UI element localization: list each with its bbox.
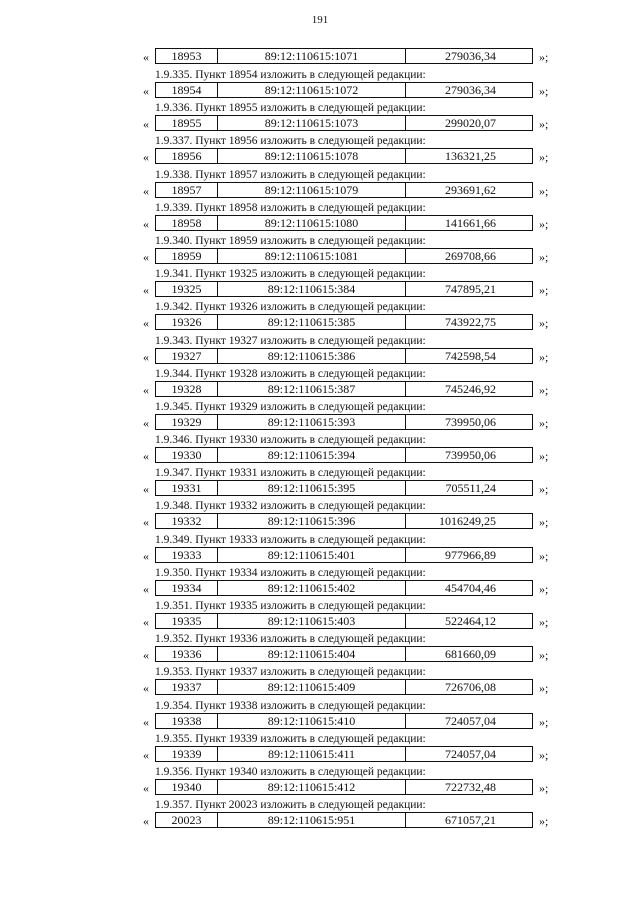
table-row <box>0 812 640 831</box>
cadastral-number-cell: 89:12:110615:384 <box>218 282 406 296</box>
cadastral-number-cell: 89:12:110615:402 <box>218 581 406 595</box>
cadastral-number-cell: 89:12:110615:386 <box>218 349 406 363</box>
closing-quote: »; <box>539 150 549 165</box>
table-row <box>0 115 640 134</box>
data-table <box>155 547 533 563</box>
data-table <box>155 646 533 662</box>
closing-quote: »; <box>539 449 549 464</box>
table-row <box>0 513 640 532</box>
data-table <box>155 115 533 131</box>
closing-quote: »; <box>539 382 549 397</box>
cadastral-number-cell: 89:12:110615:1072 <box>218 83 406 97</box>
cadastral-number-cell: 89:12:110615:404 <box>218 647 406 661</box>
item-number-cell: 19339 <box>156 747 218 761</box>
value-cell: 293691,62 <box>445 182 496 197</box>
data-table <box>155 248 533 264</box>
amendment-heading: 1.9.340. Пункт 18959 изложить в следующей редакции: <box>155 234 426 247</box>
data-table <box>155 746 533 762</box>
data-table <box>155 480 533 496</box>
value-cell: 739950,06 <box>445 414 496 429</box>
cadastral-number-cell: 89:12:110615:410 <box>218 714 406 728</box>
value-cell: 724057,04 <box>445 746 496 761</box>
item-number-cell: 18955 <box>156 116 218 130</box>
table-row <box>0 348 640 367</box>
item-number-cell: 19340 <box>156 780 218 794</box>
amendment-heading: 1.9.344. Пункт 19328 изложить в следующей редакции: <box>155 367 426 380</box>
value-cell: 742598,54 <box>445 348 496 363</box>
data-table <box>155 48 533 64</box>
amendment-entry <box>0 300 640 333</box>
closing-quote: »; <box>539 780 549 795</box>
data-table <box>155 580 533 596</box>
opening-quote: « <box>143 117 149 132</box>
opening-quote: « <box>143 581 149 596</box>
cadastral-number-cell: 89:12:110615:1071 <box>218 49 406 63</box>
item-number-cell: 18953 <box>156 49 218 63</box>
item-number-cell: 18959 <box>156 249 218 263</box>
cadastral-number-cell: 89:12:110615:385 <box>218 315 406 329</box>
table-row <box>0 679 640 698</box>
opening-quote: « <box>143 283 149 298</box>
closing-quote: »; <box>539 249 549 264</box>
value-cell: 705511,24 <box>445 481 496 496</box>
table-row <box>0 281 640 300</box>
cadastral-number-cell: 89:12:110615:412 <box>218 780 406 794</box>
closing-quote: »; <box>539 581 549 596</box>
item-number-cell: 18958 <box>156 216 218 230</box>
data-table <box>155 281 533 297</box>
value-cell: 722732,48 <box>445 779 496 794</box>
opening-quote: « <box>143 349 149 364</box>
opening-quote: « <box>143 814 149 829</box>
value-cell: 299020,07 <box>445 116 496 131</box>
value-cell: 1016249,25 <box>439 514 496 529</box>
value-cell: 279036,34 <box>445 83 496 97</box>
amendment-list <box>0 68 640 831</box>
opening-quote: « <box>143 50 149 64</box>
value-cell: 726706,08 <box>445 680 496 695</box>
data-table <box>155 381 533 397</box>
item-number-cell: 19332 <box>156 514 218 528</box>
table-row <box>0 215 640 234</box>
amendment-heading: 1.9.348. Пункт 19332 изложить в следующей редакции: <box>155 500 426 513</box>
cadastral-number-cell: 89:12:110615:387 <box>218 382 406 396</box>
amendment-entry <box>0 765 640 798</box>
amendment-entry <box>0 101 640 134</box>
cadastral-number-cell: 89:12:110615:1080 <box>218 216 406 230</box>
closing-quote: »; <box>539 615 549 629</box>
cadastral-number-cell: 89:12:110615:396 <box>218 514 406 528</box>
table-row <box>0 646 640 665</box>
data-table <box>155 414 533 430</box>
value-cell: 747895,21 <box>445 282 496 297</box>
opening-quote: « <box>143 216 149 231</box>
amendment-heading: 1.9.354. Пункт 19338 изложить в следующей редакции: <box>155 699 426 712</box>
closing-quote: »; <box>539 648 549 663</box>
cadastral-number-cell: 89:12:110615:393 <box>218 415 406 429</box>
data-table <box>155 513 533 529</box>
item-number-cell: 20023 <box>156 813 218 827</box>
amendment-entry <box>0 201 640 234</box>
value-cell: 724057,04 <box>445 713 496 728</box>
data-table <box>155 713 533 729</box>
opening-quote: « <box>143 648 149 663</box>
item-number-cell: 19337 <box>156 680 218 694</box>
item-number-cell: 19326 <box>156 315 218 329</box>
document-body <box>0 48 640 831</box>
amendment-heading: 1.9.339. Пункт 18958 изложить в следующей редакции: <box>155 201 426 214</box>
value-cell: 279036,34 <box>445 49 496 63</box>
value-cell: 522464,12 <box>445 614 496 628</box>
opening-quote: « <box>143 316 149 331</box>
amendment-entry <box>0 367 640 400</box>
closing-quote: »; <box>539 482 549 497</box>
opening-quote: « <box>143 84 149 98</box>
closing-quote: »; <box>539 349 549 364</box>
amendment-entry <box>0 599 640 632</box>
data-table <box>155 148 533 164</box>
table-row <box>0 381 640 400</box>
closing-quote: »; <box>539 515 549 530</box>
amendment-heading: 1.9.346. Пункт 19330 изложить в следующей редакции: <box>155 434 426 447</box>
amendment-heading: 1.9.349. Пункт 19333 изложить в следующей редакции: <box>155 533 426 546</box>
value-cell: 681660,09 <box>445 647 496 662</box>
table-row <box>0 746 640 765</box>
cadastral-number-cell: 89:12:110615:401 <box>218 548 406 562</box>
amendment-entry <box>0 234 640 267</box>
amendment-entry <box>0 68 640 101</box>
amendment-heading: 1.9.338. Пункт 18957 изложить в следующей редакции: <box>155 168 426 181</box>
closing-quote: »; <box>539 316 549 331</box>
amendment-heading: 1.9.342. Пункт 19326 изложить в следующей редакции: <box>155 301 426 314</box>
data-table <box>155 182 533 198</box>
item-number-cell: 18954 <box>156 83 218 97</box>
first-table-row <box>0 48 640 68</box>
data-table <box>155 314 533 330</box>
table-row <box>0 48 640 67</box>
page-number: 191 <box>311 14 329 26</box>
amendment-heading: 1.9.343. Пункт 19327 изложить в следующей редакции: <box>155 334 426 347</box>
table-row <box>0 713 640 732</box>
amendment-heading: 1.9.352. Пункт 19336 изложить в следующей редакции: <box>155 633 426 646</box>
closing-quote: »; <box>539 415 549 430</box>
closing-quote: »; <box>539 183 549 198</box>
cadastral-number-cell: 89:12:110615:403 <box>218 614 406 628</box>
amendment-entry <box>0 400 640 433</box>
cadastral-number-cell: 89:12:110615:395 <box>218 481 406 495</box>
opening-quote: « <box>143 548 149 563</box>
amendment-heading: 1.9.357. Пункт 20023 изложить в следующей редакции: <box>155 799 426 812</box>
amendment-heading: 1.9.351. Пункт 19335 изложить в следующей редакции: <box>155 600 426 612</box>
data-table <box>155 348 533 364</box>
value-cell: 745246,92 <box>445 381 496 396</box>
amendment-heading: 1.9.335. Пункт 18954 изложить в следующей редакции: <box>155 69 426 81</box>
opening-quote: « <box>143 249 149 264</box>
item-number-cell: 19328 <box>156 382 218 396</box>
amendment-entry <box>0 433 640 466</box>
data-table <box>155 613 533 629</box>
amendment-entry <box>0 533 640 566</box>
data-table <box>155 812 533 828</box>
opening-quote: « <box>143 415 149 430</box>
item-number-cell: 19336 <box>156 647 218 661</box>
amendment-heading: 1.9.347. Пункт 19331 изложить в следующей редакции: <box>155 467 426 480</box>
item-number-cell: 19327 <box>156 349 218 363</box>
opening-quote: « <box>143 747 149 762</box>
value-cell: 454704,46 <box>445 580 496 595</box>
amendment-entry <box>0 566 640 599</box>
table-row <box>0 82 640 101</box>
item-number-cell: 19331 <box>156 481 218 495</box>
closing-quote: »; <box>539 283 549 298</box>
opening-quote: « <box>143 780 149 795</box>
value-cell: 136321,25 <box>445 149 496 164</box>
item-number-cell: 19330 <box>156 448 218 462</box>
value-cell: 739950,06 <box>445 448 496 463</box>
amendment-heading: 1.9.337. Пункт 18956 изложить в следующей редакции: <box>155 135 426 148</box>
table-row <box>0 447 640 466</box>
table-row <box>0 414 640 433</box>
amendment-heading: 1.9.345. Пункт 19329 изложить в следующей редакции: <box>155 400 426 413</box>
opening-quote: « <box>143 515 149 530</box>
value-cell: 977966,89 <box>445 547 496 562</box>
table-row <box>0 779 640 798</box>
amendment-entry <box>0 466 640 499</box>
closing-quote: »; <box>539 216 549 231</box>
table-row <box>0 248 640 267</box>
table-row <box>0 580 640 599</box>
amendment-heading: 1.9.356. Пункт 19340 изложить в следующей редакции: <box>155 765 426 778</box>
item-number-cell: 18957 <box>156 183 218 197</box>
amendment-entry <box>0 665 640 698</box>
amendment-heading: 1.9.341. Пункт 19325 изложить в следующей редакции: <box>155 268 426 281</box>
opening-quote: « <box>143 482 149 497</box>
cadastral-number-cell: 89:12:110615:1078 <box>218 149 406 163</box>
value-cell: 743922,75 <box>445 315 496 330</box>
opening-quote: « <box>143 150 149 165</box>
value-cell: 141661,66 <box>445 215 496 230</box>
closing-quote: »; <box>539 814 549 829</box>
item-number-cell: 19338 <box>156 714 218 728</box>
data-table <box>155 215 533 231</box>
amendment-heading: 1.9.353. Пункт 19337 изложить в следующей редакции: <box>155 666 426 679</box>
closing-quote: »; <box>539 84 549 98</box>
table-row <box>0 480 640 499</box>
amendment-entry <box>0 134 640 167</box>
item-number-cell: 19325 <box>156 282 218 296</box>
opening-quote: « <box>143 449 149 464</box>
table-row <box>0 182 640 201</box>
closing-quote: »; <box>539 681 549 696</box>
value-cell: 671057,21 <box>445 813 496 828</box>
opening-quote: « <box>143 714 149 729</box>
closing-quote: »; <box>539 747 549 762</box>
data-table <box>155 779 533 795</box>
cadastral-number-cell: 89:12:110615:1081 <box>218 249 406 263</box>
amendment-entry <box>0 334 640 367</box>
table-row <box>0 314 640 333</box>
amendment-heading: 1.9.355. Пункт 19339 изложить в следующей редакции: <box>155 732 426 745</box>
opening-quote: « <box>143 382 149 397</box>
amendment-heading: 1.9.350. Пункт 19334 изложить в следующей редакции: <box>155 566 426 579</box>
opening-quote: « <box>143 183 149 198</box>
cadastral-number-cell: 89:12:110615:394 <box>218 448 406 462</box>
closing-quote: »; <box>539 714 549 729</box>
amendment-heading: 1.9.336. Пункт 18955 изложить в следующей редакции: <box>155 102 426 115</box>
data-table <box>155 447 533 463</box>
item-number-cell: 19329 <box>156 415 218 429</box>
cadastral-number-cell: 89:12:110615:951 <box>218 813 406 827</box>
cadastral-number-cell: 89:12:110615:1079 <box>218 183 406 197</box>
cadastral-number-cell: 89:12:110615:411 <box>218 747 406 761</box>
closing-quote: »; <box>539 548 549 563</box>
item-number-cell: 18956 <box>156 149 218 163</box>
closing-quote: »; <box>539 117 549 132</box>
closing-quote: »; <box>539 50 549 64</box>
opening-quote: « <box>143 681 149 696</box>
amendment-entry <box>0 632 640 665</box>
amendment-entry <box>0 499 640 532</box>
data-table <box>155 679 533 695</box>
item-number-cell: 19334 <box>156 581 218 595</box>
item-number-cell: 19335 <box>156 614 218 628</box>
table-row <box>0 148 640 167</box>
data-table <box>155 82 533 98</box>
amendment-entry <box>0 732 640 765</box>
table-row <box>0 547 640 566</box>
amendment-entry <box>0 168 640 201</box>
amendment-entry <box>0 699 640 732</box>
cadastral-number-cell: 89:12:110615:409 <box>218 680 406 694</box>
item-number-cell: 19333 <box>156 548 218 562</box>
amendment-entry <box>0 798 640 831</box>
cadastral-number-cell: 89:12:110615:1073 <box>218 116 406 130</box>
value-cell: 269708,66 <box>445 248 496 263</box>
amendment-entry <box>0 267 640 300</box>
table-row <box>0 613 640 632</box>
opening-quote: « <box>143 615 149 629</box>
